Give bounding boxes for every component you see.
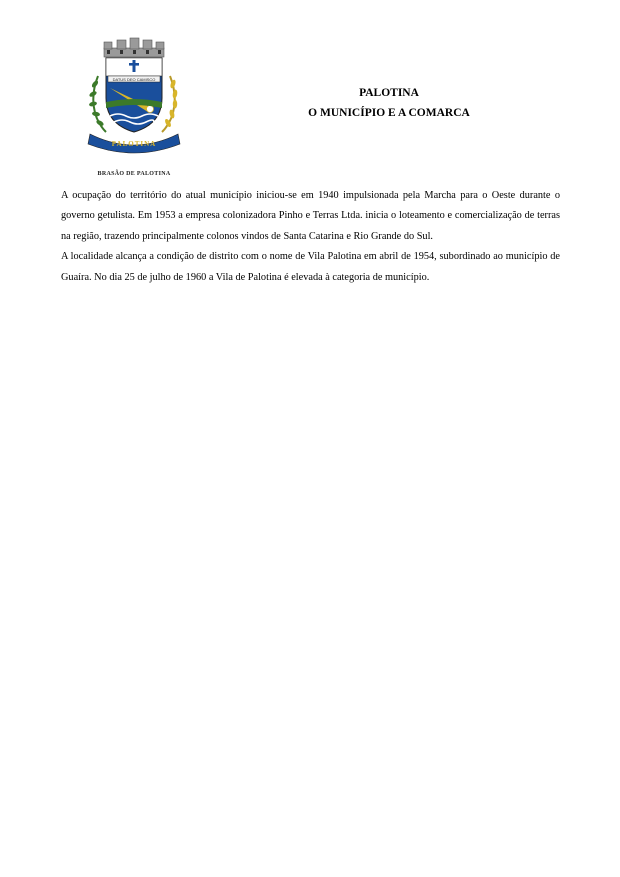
page-subtitle: O MUNICÍPIO E A COMARCA [308, 107, 470, 119]
paragraph: A ocupação do território do atual município iniciou-se em 1940 impulsionada pela Marcha para o Oeste durante o governo getulista. Em 1953 a empresa colonizadora Pinho e Terras Ltda. inicia o loteamento e comercialização de terras na região, trazendo principalmente colonos vindos de Santa Catarina e Rio Grande do Sul. [61, 190, 560, 242]
paragraph: A localidade alcança a condição de distrito com o nome de Vila Palotina em abril de 1954, subordinado ao município de Guaíra. No dia 25 de julho de 1960 a Vila de Palotina é elevada à categoria de município. [61, 251, 560, 283]
crest-scroll-text: DATUS DEO CAMISCO [112, 76, 156, 82]
page-title: PALOTINA [359, 87, 419, 99]
title-block [270, 83, 508, 123]
body-text [61, 186, 560, 288]
crest-ribbon-text: PALOTINA [111, 140, 157, 148]
coat-of-arms-icon [84, 36, 184, 154]
crest-caption: BRASÃO DE PALOTINA [97, 171, 171, 177]
